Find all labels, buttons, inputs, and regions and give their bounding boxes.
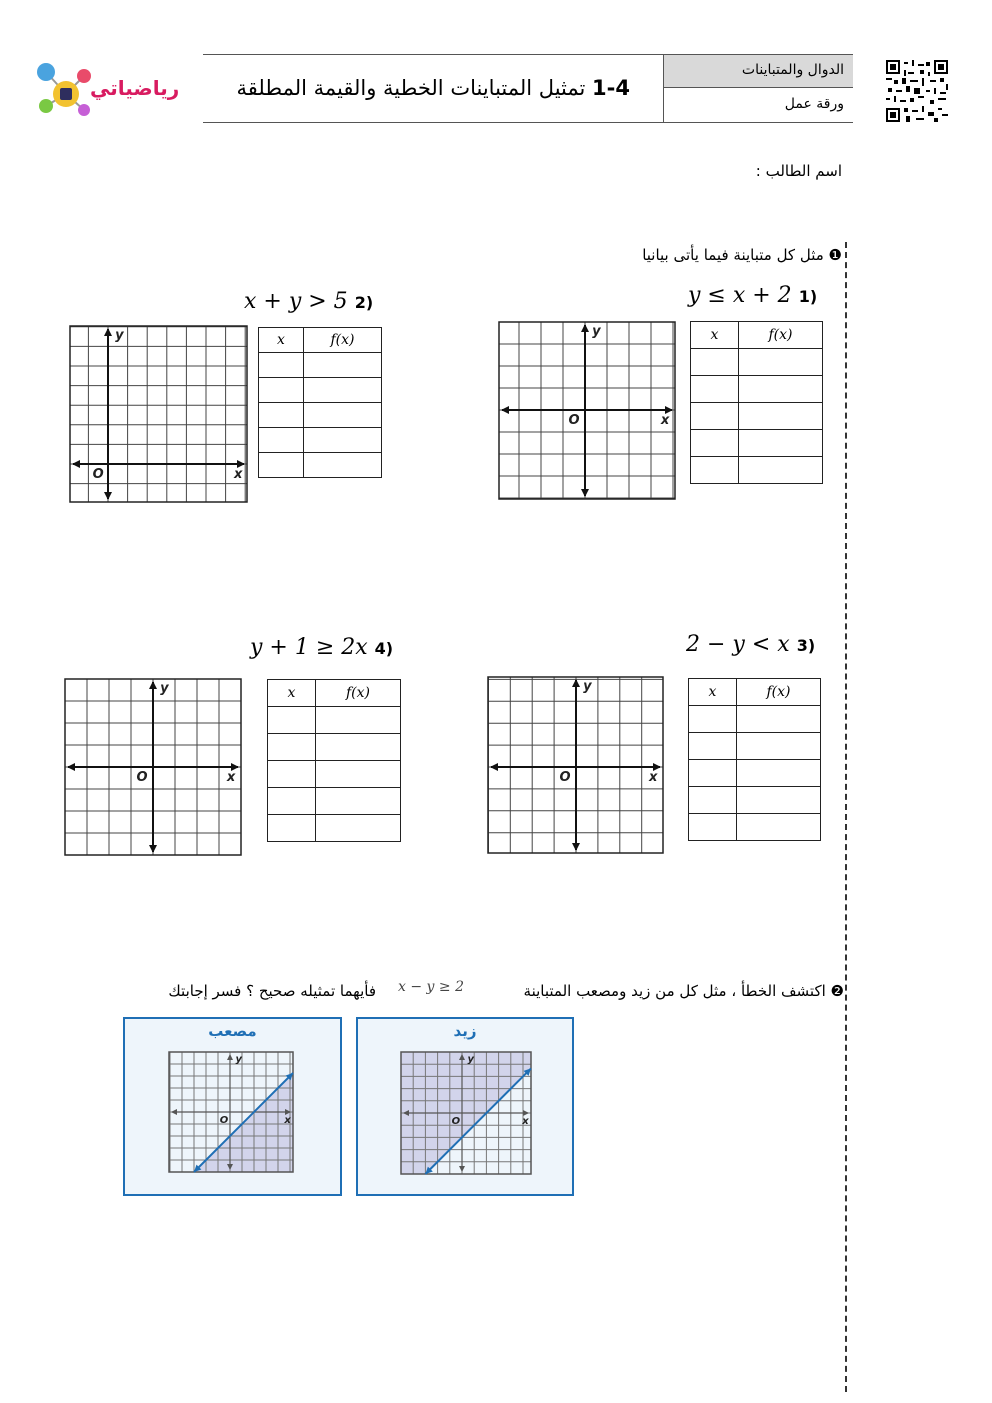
panel-musab-title: مصعب: [208, 1022, 257, 1040]
q2-bullet: ❷: [830, 982, 844, 1000]
logo-text: رياضياتي: [90, 76, 180, 100]
origin-label: O: [568, 413, 580, 428]
problem-2-number: 2): [354, 293, 374, 312]
y-axis-label: y: [583, 679, 592, 694]
origin-label: O: [451, 1116, 461, 1127]
table-header-fx: f(x): [739, 322, 823, 349]
y-axis-label: y: [235, 1054, 243, 1065]
panel-zaid-title: زيد: [453, 1022, 477, 1040]
x-axis-label: x: [522, 1116, 529, 1127]
q1-bullet: ❶: [828, 246, 842, 264]
y-axis-label: y: [467, 1054, 475, 1065]
x-axis-label: x: [648, 770, 658, 785]
problem-4-expr: y + 1 ≥ 2x: [250, 635, 368, 660]
q1-prompt-text: مثل كل متباينة فيما يأتى بيانيا: [642, 246, 824, 264]
y-axis-label: y: [160, 681, 169, 696]
x-axis-label: x: [233, 467, 243, 482]
table-header-x: x: [268, 680, 316, 707]
lesson-number: 1-4: [592, 76, 630, 100]
origin-label: O: [219, 1115, 229, 1126]
q2-prompt-text: اكتشف الخطأ ، مثل كل من زيد ومصعب المتباينة: [523, 982, 826, 1000]
x-axis-label: x: [284, 1115, 291, 1126]
origin-label: O: [559, 770, 571, 785]
student-name-label: اسم الطالب :: [755, 162, 842, 180]
q2-inequality: x − y ≥ 2: [398, 979, 464, 995]
problem-3-number: 3): [796, 636, 816, 655]
problem-1-expr: y ≤ x + 2: [688, 283, 792, 308]
origin-label: O: [92, 467, 104, 482]
table-header-x: x: [689, 679, 737, 706]
table-header-x: x: [691, 322, 739, 349]
lesson-title: تمثيل المتباينات الخطية والقيمة المطلقة: [236, 76, 586, 100]
table-header-fx: f(x): [316, 680, 401, 707]
problem-3-expr: 2 − y < x: [686, 632, 790, 657]
q2-prompt-part2: فأيهما تمثيله صحيح ؟ فسر إجابتك: [168, 982, 376, 1000]
y-axis-label: y: [592, 324, 601, 339]
problem-2-expr: x + y > 5: [244, 289, 348, 314]
y-axis-arrow: [227, 1054, 233, 1060]
table-header-x: x: [259, 328, 304, 353]
origin-label: O: [136, 770, 148, 785]
worksheet-type: ورقة عمل: [784, 96, 844, 112]
table-header-fx: f(x): [304, 328, 382, 353]
x-axis-arrow: [171, 1109, 177, 1115]
problem-1-number: 1): [798, 287, 818, 306]
unit-label: الدوال والمتباينات: [741, 62, 844, 78]
x-axis-label: x: [660, 413, 670, 428]
y-axis-label: y: [115, 328, 124, 343]
problem-4-number: 4): [374, 639, 394, 658]
table-header-fx: f(x): [737, 679, 821, 706]
x-axis-label: x: [226, 770, 236, 785]
